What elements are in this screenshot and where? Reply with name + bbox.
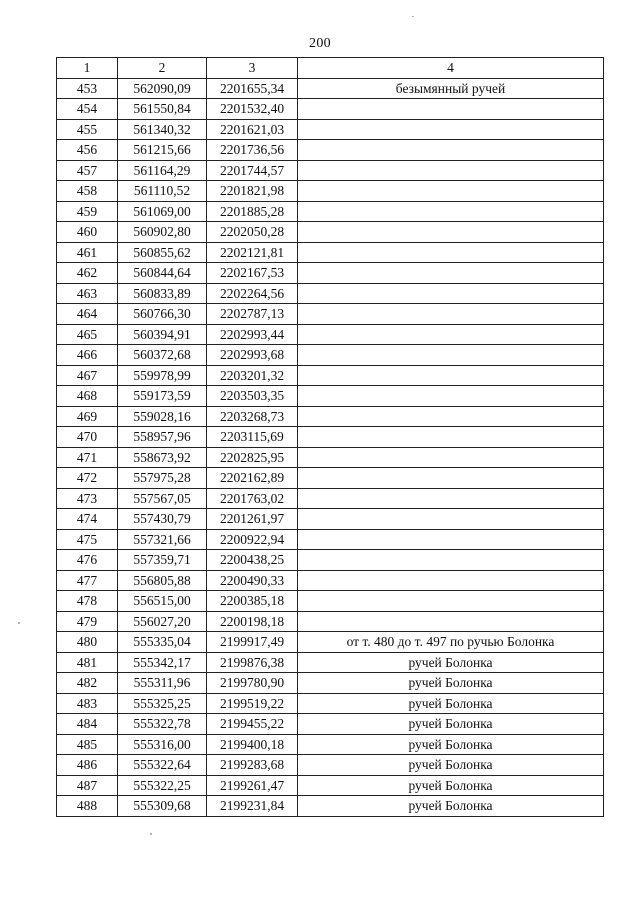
cell-description (298, 468, 604, 489)
table-row (57, 345, 604, 366)
cell-x-coordinate: 558957,96 (118, 427, 207, 448)
cell-point-number: 487 (57, 775, 118, 796)
cell-description (298, 550, 604, 571)
cell-description: ручей Болонка (298, 775, 604, 796)
cell-point-number: 458 (57, 181, 118, 202)
table-row (57, 509, 604, 530)
table-row (57, 529, 604, 550)
cell-y-coordinate: 2203115,69 (207, 427, 298, 448)
cell-description (298, 591, 604, 612)
cell-x-coordinate: 560902,80 (118, 222, 207, 243)
cell-y-coordinate: 2202167,53 (207, 263, 298, 284)
cell-point-number: 456 (57, 140, 118, 161)
table-row (57, 99, 604, 120)
cell-y-coordinate: 2202264,56 (207, 283, 298, 304)
cell-y-coordinate: 2201655,34 (207, 78, 298, 99)
coordinates-table (56, 57, 604, 817)
table-row (57, 201, 604, 222)
cell-description (298, 181, 604, 202)
cell-x-coordinate: 561215,66 (118, 140, 207, 161)
cell-description (298, 201, 604, 222)
cell-x-coordinate: 560394,91 (118, 324, 207, 345)
cell-point-number: 478 (57, 591, 118, 612)
cell-x-coordinate: 555322,78 (118, 714, 207, 735)
cell-x-coordinate: 557359,71 (118, 550, 207, 571)
cell-point-number: 475 (57, 529, 118, 550)
cell-point-number: 464 (57, 304, 118, 325)
cell-y-coordinate: 2199780,90 (207, 673, 298, 694)
cell-x-coordinate: 555316,00 (118, 734, 207, 755)
cell-point-number: 468 (57, 386, 118, 407)
cell-point-number: 477 (57, 570, 118, 591)
cell-description (298, 324, 604, 345)
table-row (57, 181, 604, 202)
cell-x-coordinate: 561069,00 (118, 201, 207, 222)
table-row (57, 611, 604, 632)
cell-x-coordinate: 555342,17 (118, 652, 207, 673)
cell-description (298, 509, 604, 530)
cell-point-number: 469 (57, 406, 118, 427)
table-row (57, 570, 604, 591)
cell-y-coordinate: 2202825,95 (207, 447, 298, 468)
cell-point-number: 454 (57, 99, 118, 120)
cell-y-coordinate: 2199519,22 (207, 693, 298, 714)
cell-x-coordinate: 561340,32 (118, 119, 207, 140)
cell-point-number: 467 (57, 365, 118, 386)
cell-description (298, 222, 604, 243)
cell-description (298, 283, 604, 304)
cell-y-coordinate: 2201821,98 (207, 181, 298, 202)
table-row (57, 488, 604, 509)
cell-x-coordinate: 555322,64 (118, 755, 207, 776)
cell-x-coordinate: 556805,88 (118, 570, 207, 591)
cell-x-coordinate: 555335,04 (118, 632, 207, 653)
cell-y-coordinate: 2202162,89 (207, 468, 298, 489)
cell-y-coordinate: 2199283,68 (207, 755, 298, 776)
cell-x-coordinate: 560855,62 (118, 242, 207, 263)
column-header-y-coordinate: 3 (207, 58, 298, 79)
page-number: 200 (309, 36, 331, 51)
cell-x-coordinate: 556515,00 (118, 591, 207, 612)
cell-description (298, 488, 604, 509)
cell-description: от т. 480 до т. 497 по ручью Болонка (298, 632, 604, 653)
cell-description (298, 427, 604, 448)
table-row (57, 427, 604, 448)
cell-description (298, 406, 604, 427)
cell-point-number: 482 (57, 673, 118, 694)
table-body (57, 78, 604, 816)
table-row (57, 714, 604, 735)
cell-x-coordinate: 556027,20 (118, 611, 207, 632)
column-header-description: 4 (298, 58, 604, 79)
cell-description: ручей Болонка (298, 796, 604, 817)
table-row (57, 324, 604, 345)
cell-x-coordinate: 559028,16 (118, 406, 207, 427)
cell-point-number: 484 (57, 714, 118, 735)
cell-x-coordinate: 557567,05 (118, 488, 207, 509)
cell-y-coordinate: 2199917,49 (207, 632, 298, 653)
cell-x-coordinate: 558673,92 (118, 447, 207, 468)
scan-speck (412, 16, 414, 17)
cell-point-number: 460 (57, 222, 118, 243)
cell-y-coordinate: 2200922,94 (207, 529, 298, 550)
cell-y-coordinate: 2201736,56 (207, 140, 298, 161)
table-row (57, 222, 604, 243)
cell-description (298, 119, 604, 140)
column-header-x-coordinate: 2 (118, 58, 207, 79)
cell-y-coordinate: 2199876,38 (207, 652, 298, 673)
cell-y-coordinate: 2202993,44 (207, 324, 298, 345)
table-row (57, 365, 604, 386)
cell-point-number: 470 (57, 427, 118, 448)
cell-description: ручей Болонка (298, 693, 604, 714)
cell-y-coordinate: 2201885,28 (207, 201, 298, 222)
cell-x-coordinate: 555309,68 (118, 796, 207, 817)
table-header-row (57, 58, 604, 79)
table-row (57, 591, 604, 612)
table-row (57, 78, 604, 99)
cell-y-coordinate: 2201763,02 (207, 488, 298, 509)
cell-point-number: 455 (57, 119, 118, 140)
table-row (57, 652, 604, 673)
cell-point-number: 479 (57, 611, 118, 632)
cell-description: безымянный ручей (298, 78, 604, 99)
table-row (57, 283, 604, 304)
cell-y-coordinate: 2200385,18 (207, 591, 298, 612)
cell-y-coordinate: 2201261,97 (207, 509, 298, 530)
cell-x-coordinate: 559173,59 (118, 386, 207, 407)
table-row (57, 755, 604, 776)
cell-description: ручей Болонка (298, 652, 604, 673)
cell-x-coordinate: 559978,99 (118, 365, 207, 386)
table-row (57, 304, 604, 325)
table-row (57, 775, 604, 796)
cell-point-number: 480 (57, 632, 118, 653)
cell-description (298, 304, 604, 325)
cell-point-number: 457 (57, 160, 118, 181)
cell-point-number: 463 (57, 283, 118, 304)
cell-description: ручей Болонка (298, 734, 604, 755)
table-row (57, 734, 604, 755)
scan-speck (150, 833, 152, 835)
table-row (57, 386, 604, 407)
cell-x-coordinate: 561164,29 (118, 160, 207, 181)
cell-description (298, 611, 604, 632)
table-row (57, 119, 604, 140)
table-row (57, 550, 604, 571)
cell-y-coordinate: 2202050,28 (207, 222, 298, 243)
cell-point-number: 485 (57, 734, 118, 755)
cell-x-coordinate: 560844,64 (118, 263, 207, 284)
cell-point-number: 462 (57, 263, 118, 284)
cell-y-coordinate: 2203503,35 (207, 386, 298, 407)
cell-y-coordinate: 2202121,81 (207, 242, 298, 263)
cell-y-coordinate: 2201532,40 (207, 99, 298, 120)
table-row (57, 673, 604, 694)
cell-x-coordinate: 555311,96 (118, 673, 207, 694)
table-row (57, 242, 604, 263)
cell-y-coordinate: 2200490,33 (207, 570, 298, 591)
cell-description (298, 99, 604, 120)
table-row (57, 140, 604, 161)
cell-x-coordinate: 562090,09 (118, 78, 207, 99)
cell-y-coordinate: 2200198,18 (207, 611, 298, 632)
cell-description (298, 365, 604, 386)
cell-description (298, 447, 604, 468)
cell-y-coordinate: 2199400,18 (207, 734, 298, 755)
cell-x-coordinate: 557321,66 (118, 529, 207, 550)
cell-y-coordinate: 2199231,84 (207, 796, 298, 817)
cell-point-number: 459 (57, 201, 118, 222)
cell-point-number: 473 (57, 488, 118, 509)
cell-y-coordinate: 2202787,13 (207, 304, 298, 325)
cell-description: ручей Болонка (298, 714, 604, 735)
cell-x-coordinate: 560766,30 (118, 304, 207, 325)
cell-point-number: 472 (57, 468, 118, 489)
cell-description (298, 345, 604, 366)
cell-point-number: 488 (57, 796, 118, 817)
scan-speck (18, 622, 20, 624)
cell-x-coordinate: 561550,84 (118, 99, 207, 120)
cell-y-coordinate: 2199455,22 (207, 714, 298, 735)
cell-x-coordinate: 560833,89 (118, 283, 207, 304)
cell-description (298, 570, 604, 591)
cell-description (298, 386, 604, 407)
column-header-point-number: 1 (57, 58, 118, 79)
cell-point-number: 465 (57, 324, 118, 345)
cell-y-coordinate: 2202993,68 (207, 345, 298, 366)
cell-description (298, 263, 604, 284)
cell-point-number: 453 (57, 78, 118, 99)
table-row (57, 160, 604, 181)
cell-y-coordinate: 2203201,32 (207, 365, 298, 386)
cell-description (298, 140, 604, 161)
cell-x-coordinate: 555325,25 (118, 693, 207, 714)
cell-description (298, 160, 604, 181)
cell-y-coordinate: 2199261,47 (207, 775, 298, 796)
cell-x-coordinate: 555322,25 (118, 775, 207, 796)
cell-point-number: 486 (57, 755, 118, 776)
cell-point-number: 471 (57, 447, 118, 468)
cell-x-coordinate: 557430,79 (118, 509, 207, 530)
cell-point-number: 481 (57, 652, 118, 673)
cell-description: ручей Болонка (298, 673, 604, 694)
table-row (57, 468, 604, 489)
cell-y-coordinate: 2200438,25 (207, 550, 298, 571)
table-row (57, 447, 604, 468)
cell-x-coordinate: 561110,52 (118, 181, 207, 202)
table-row (57, 693, 604, 714)
table-row (57, 406, 604, 427)
cell-point-number: 483 (57, 693, 118, 714)
cell-x-coordinate: 560372,68 (118, 345, 207, 366)
cell-description (298, 529, 604, 550)
cell-description (298, 242, 604, 263)
cell-point-number: 474 (57, 509, 118, 530)
cell-point-number: 466 (57, 345, 118, 366)
cell-y-coordinate: 2201744,57 (207, 160, 298, 181)
cell-point-number: 476 (57, 550, 118, 571)
table-row (57, 632, 604, 653)
table-row (57, 796, 604, 817)
cell-description: ручей Болонка (298, 755, 604, 776)
cell-y-coordinate: 2201621,03 (207, 119, 298, 140)
cell-x-coordinate: 557975,28 (118, 468, 207, 489)
cell-point-number: 461 (57, 242, 118, 263)
cell-y-coordinate: 2203268,73 (207, 406, 298, 427)
table-row (57, 263, 604, 284)
